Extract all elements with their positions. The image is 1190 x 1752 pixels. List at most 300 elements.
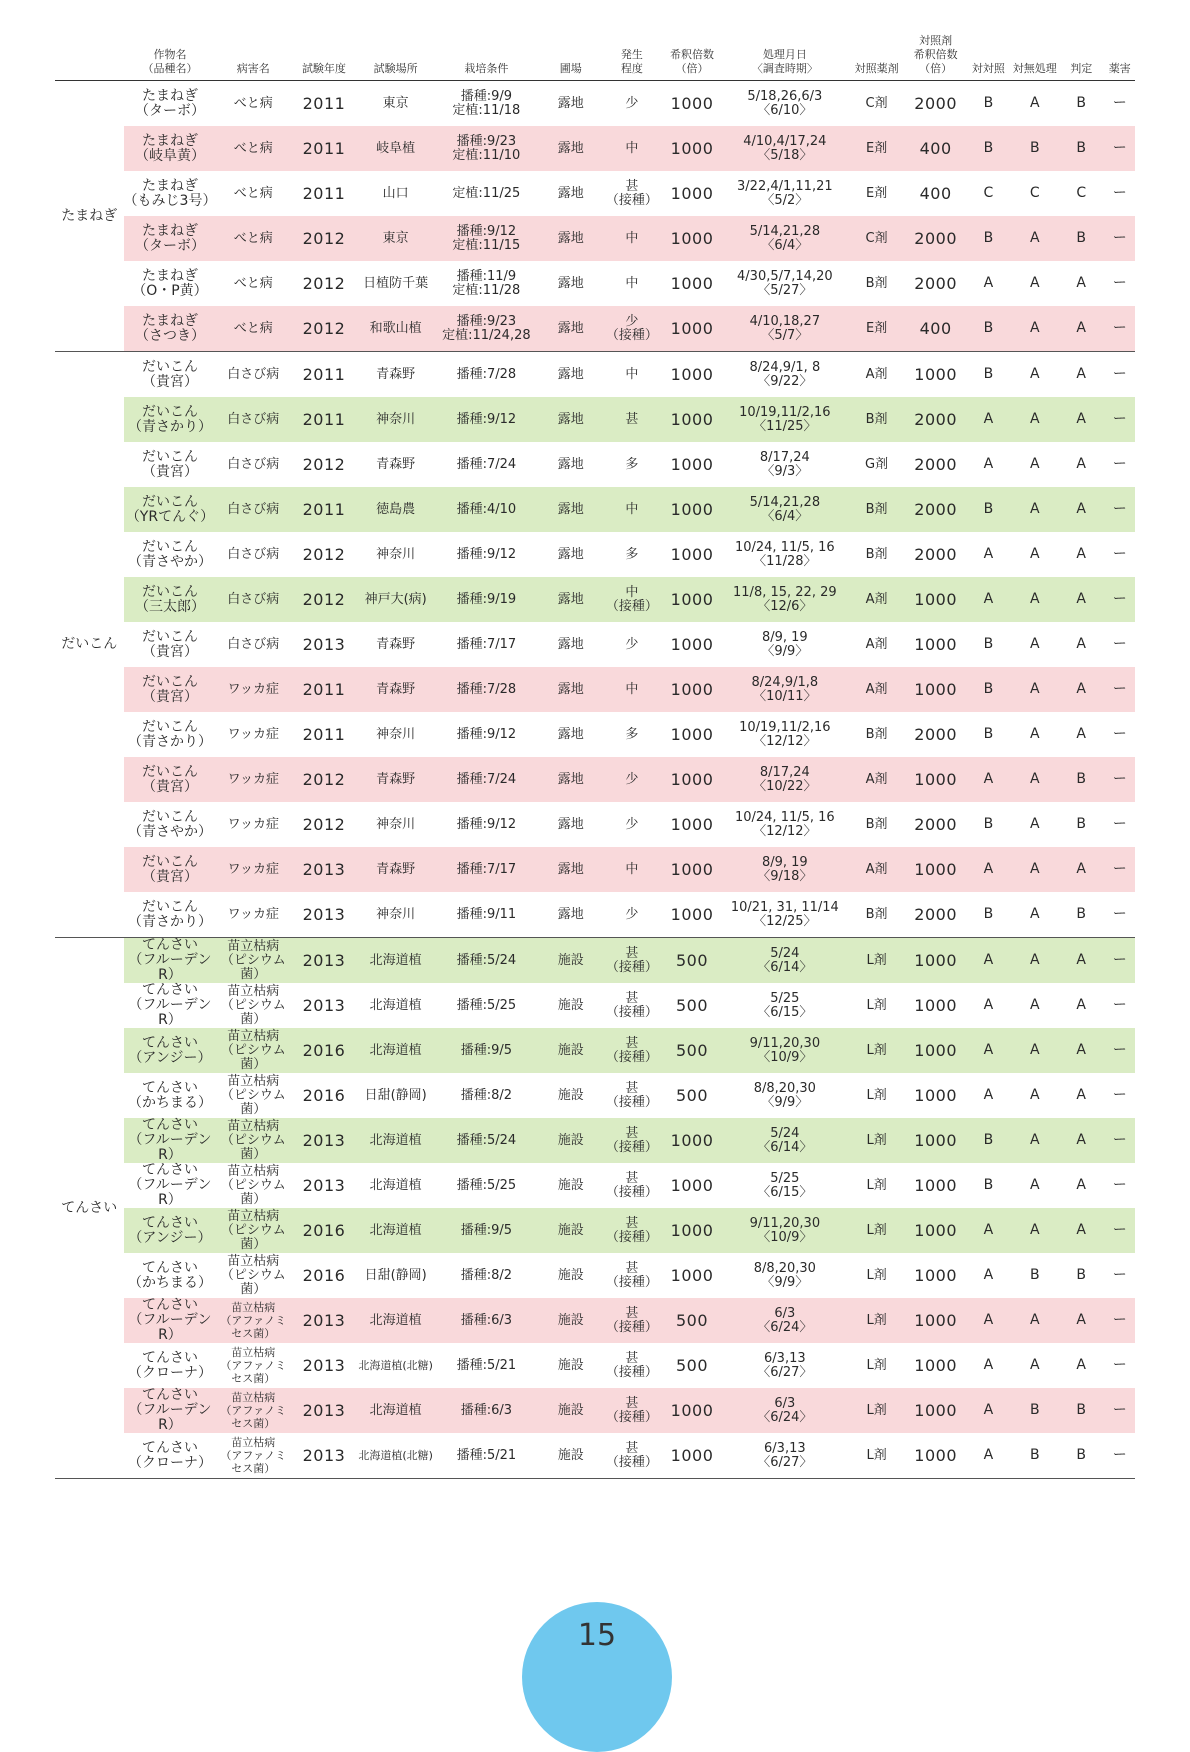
table-row	[55, 1388, 1135, 1433]
cell-dilution: 1000	[670, 274, 714, 293]
cell-treatment-date: 5/25 〈6/15〉	[757, 990, 813, 1020]
cell-control-dilution: 2000	[914, 94, 958, 113]
cell-treatment-date: 5/24 〈6/14〉	[723, 938, 847, 984]
cell-phytotoxicity: ー	[1112, 456, 1127, 472]
cell-field: 露地	[539, 306, 602, 352]
cell-vs-control: B	[965, 306, 1011, 352]
cell-vs-control: A	[965, 757, 1011, 802]
cell-field: 露地	[539, 847, 602, 892]
cell-crop-name: てんさい （フルーデンR）	[124, 1298, 217, 1343]
cell-field: 露地	[539, 667, 602, 712]
cell-dilution: 1000	[661, 757, 722, 802]
cell-cultivation: 播種:4/10	[434, 487, 539, 532]
cell-cultivation: 播種:7/24	[434, 757, 539, 802]
cell-dilution: 1000	[670, 1266, 714, 1285]
cell-phytotoxicity: ー	[1104, 757, 1135, 802]
cell-control-dilution: 1000	[914, 1086, 958, 1105]
cell-field: 露地	[557, 185, 584, 201]
cell-disease: 苗立枯病 （ピシウム菌）	[216, 1208, 290, 1253]
cell-crop-name: てんさい （かちまる）	[127, 1079, 212, 1111]
cell-judgement: A	[1058, 1118, 1104, 1163]
cell-control-dilution: 1000	[906, 1028, 965, 1073]
table-row	[55, 532, 1135, 577]
cell-severity: 甚 （接種）	[602, 1118, 661, 1163]
cell-field: 露地	[539, 126, 602, 171]
cell-phytotoxicity: ー	[1112, 185, 1127, 201]
cell-vs-untreated: B	[1029, 1267, 1040, 1283]
cell-phytotoxicity: ー	[1104, 126, 1135, 171]
cell-dilution: 1000	[661, 126, 722, 171]
header-field: 圃場	[559, 62, 582, 75]
cell-crop-name: てんさい （クローナ）	[127, 1439, 212, 1471]
cell-disease: 苗立枯病 （ピシウム菌）	[216, 1118, 290, 1163]
cell-crop-name: てんさい （アンジー）	[124, 1028, 217, 1073]
cell-field: 露地	[539, 757, 602, 802]
cell-field: 露地	[539, 577, 602, 622]
cell-year: 2012	[290, 577, 358, 622]
table-row	[55, 892, 1135, 938]
header-control-dilution: 対照剤 希釈倍数 （倍）	[913, 34, 958, 75]
cell-control-dilution: 1000	[906, 1208, 965, 1253]
cell-control-dilution: 400	[919, 184, 952, 203]
cell-vs-untreated: A	[1030, 906, 1040, 922]
table-row	[55, 1028, 1135, 1073]
cell-phytotoxicity: ー	[1104, 306, 1135, 352]
cell-vs-control: B	[983, 95, 994, 111]
cell-crop-name: だいこん （青さかり）	[127, 898, 212, 930]
cell-field: 露地	[539, 487, 602, 532]
cell-control-agent: L剤	[847, 1208, 906, 1253]
cell-judgement: A	[1076, 1357, 1086, 1373]
cell-treatment-date: 8/8,20,30 〈9/9〉	[753, 1080, 816, 1110]
cell-vs-control: B	[965, 126, 1011, 171]
cell-severity: 甚 （接種）	[605, 178, 658, 208]
cell-field: 露地	[539, 397, 602, 442]
cell-control-agent: L剤	[847, 1298, 906, 1343]
cell-vs-untreated: A	[1030, 1177, 1040, 1193]
cell-judgement: A	[1058, 577, 1104, 622]
cell-location: 山口	[382, 185, 409, 201]
header-judgement: 判定	[1070, 62, 1093, 75]
cell-year: 2011	[302, 94, 346, 113]
header-vs-untreated: 対無処理	[1012, 62, 1057, 75]
cell-treatment-date: 6/3,13 〈6/27〉	[757, 1350, 813, 1380]
table-row	[55, 216, 1135, 261]
header-cultivation: 栽培条件	[464, 62, 509, 75]
cell-vs-control: B	[983, 816, 994, 832]
cell-location: 神奈川	[376, 546, 416, 562]
cell-location: 青森野	[358, 667, 434, 712]
cell-cultivation: 播種:7/17	[434, 847, 539, 892]
cell-location: 北海道植	[358, 1118, 434, 1163]
cell-phytotoxicity: ー	[1104, 1388, 1135, 1433]
cell-vs-untreated: A	[1012, 757, 1058, 802]
header-severity: 発生 程度	[620, 48, 643, 75]
cell-control-agent: C剤	[847, 216, 906, 261]
table-row	[55, 1433, 1135, 1479]
cell-year: 2012	[302, 274, 346, 293]
cell-judgement: A	[1076, 1087, 1086, 1103]
cell-phytotoxicity: ー	[1104, 216, 1135, 261]
header-row	[55, 28, 1135, 81]
cell-disease: ワッカ症	[227, 906, 279, 922]
cell-vs-untreated: A	[1012, 1028, 1058, 1073]
cell-crop-name: てんさい （フルーデンR）	[124, 1118, 217, 1163]
cell-vs-untreated: A	[1012, 397, 1058, 442]
cell-cultivation: 播種:5/21	[456, 1447, 517, 1463]
cell-severity: 甚 （接種）	[605, 1440, 658, 1470]
cell-control-dilution: 400	[906, 306, 965, 352]
cell-disease: 白さび病	[216, 577, 290, 622]
cell-cultivation: 播種:9/9 定植:11/18	[452, 88, 521, 118]
cell-vs-control: B	[983, 1177, 994, 1193]
cell-year: 2011	[302, 365, 346, 384]
cell-severity: 少	[602, 757, 661, 802]
cell-dilution: 1000	[661, 397, 722, 442]
cell-cultivation: 播種:5/21	[456, 1357, 517, 1373]
header-location: 試験場所	[373, 62, 418, 75]
cell-treatment-date: 9/11,20,30 〈10/9〉	[723, 1028, 847, 1073]
cell-year: 2011	[290, 487, 358, 532]
cell-field: 露地	[557, 546, 584, 562]
cell-year: 2011	[290, 667, 358, 712]
cell-location: 神奈川	[376, 816, 416, 832]
cell-year: 2012	[302, 815, 346, 834]
cell-year: 2013	[290, 847, 358, 892]
cell-severity: 少	[625, 636, 639, 652]
cell-location: 岐阜植	[358, 126, 434, 171]
cell-control-agent: L剤	[866, 1357, 887, 1373]
cell-severity: 少	[625, 816, 639, 832]
cell-phytotoxicity: ー	[1112, 816, 1127, 832]
cell-control-dilution: 400	[906, 126, 965, 171]
cell-phytotoxicity: ー	[1104, 1118, 1135, 1163]
cell-control-agent: B剤	[865, 726, 888, 742]
cell-control-dilution: 1000	[906, 577, 965, 622]
cell-vs-untreated: A	[1030, 997, 1040, 1013]
cell-vs-untreated: B	[1029, 1447, 1040, 1463]
cell-vs-control: A	[983, 546, 994, 562]
cell-location: 青森野	[376, 366, 416, 382]
cell-vs-untreated: A	[1012, 487, 1058, 532]
cell-vs-untreated: A	[1030, 1357, 1040, 1373]
cell-severity: 甚 （接種）	[602, 938, 661, 984]
cell-control-agent: A剤	[865, 366, 888, 382]
cell-severity: 中	[625, 366, 639, 382]
cell-cultivation: 播種:8/2	[460, 1087, 513, 1103]
cell-phytotoxicity: ー	[1112, 1447, 1127, 1463]
cell-vs-control: B	[965, 487, 1011, 532]
cell-vs-control: B	[983, 906, 994, 922]
cell-judgement: A	[1058, 1298, 1104, 1343]
cell-cultivation: 播種:9/23 定植:11/24,28	[434, 306, 539, 352]
crop-group	[55, 938, 1135, 1479]
cell-dilution: 1000	[670, 635, 714, 654]
cell-judgement: B	[1058, 1388, 1104, 1433]
cell-crop-name: てんさい （フルーデンR）	[124, 1388, 217, 1433]
cell-control-agent: L剤	[866, 997, 887, 1013]
cell-dilution: 1000	[661, 1118, 722, 1163]
cell-crop-name: たまねぎ （O・P黄）	[132, 267, 208, 299]
cell-control-agent: B剤	[865, 816, 888, 832]
cell-crop-name: だいこん （YRてんぐ）	[124, 487, 217, 532]
cell-disease: ワッカ症	[216, 667, 290, 712]
cell-vs-control: B	[983, 726, 994, 742]
cell-dilution: 1000	[661, 1208, 722, 1253]
cell-location: 北海道植	[369, 1177, 422, 1193]
cell-crop-name: だいこん （貴宮）	[124, 847, 217, 892]
cell-field: 施設	[557, 1177, 584, 1193]
cell-control-agent: E剤	[847, 306, 906, 352]
cell-treatment-date: 11/8, 15, 22, 29 〈12/6〉	[723, 577, 847, 622]
cell-location: 和歌山植	[358, 306, 434, 352]
cell-cultivation: 播種:5/24	[434, 1118, 539, 1163]
cell-vs-untreated: A	[1030, 546, 1040, 562]
cell-disease: 白さび病	[227, 366, 280, 382]
cell-control-agent: L剤	[866, 1087, 887, 1103]
cell-dilution: 1000	[661, 306, 722, 352]
cell-control-agent: B剤	[865, 906, 888, 922]
crop-group-label: だいこん	[55, 352, 124, 938]
cell-field: 施設	[557, 1447, 584, 1463]
cell-control-agent: L剤	[847, 938, 906, 984]
table-row	[55, 1163, 1135, 1208]
cell-treatment-date: 10/21, 31, 11/14 〈12/25〉	[730, 899, 839, 929]
cell-vs-control: B	[983, 366, 994, 382]
cell-judgement: B	[1076, 1267, 1086, 1283]
cell-control-dilution: 2000	[906, 216, 965, 261]
cell-disease: 白さび病	[216, 487, 290, 532]
cell-vs-control: B	[965, 1118, 1011, 1163]
cell-phytotoxicity: ー	[1112, 636, 1127, 652]
table-row	[55, 1208, 1135, 1253]
cell-judgement: A	[1058, 938, 1104, 984]
trial-results-table	[55, 28, 1135, 1479]
cell-disease: 白さび病	[227, 546, 280, 562]
cell-dilution: 1000	[670, 94, 714, 113]
cell-vs-control: A	[965, 1298, 1011, 1343]
cell-vs-control: A	[983, 456, 994, 472]
table-row	[55, 306, 1135, 352]
cell-year: 2011	[290, 397, 358, 442]
cell-vs-untreated: A	[1012, 1208, 1058, 1253]
table-row	[55, 126, 1135, 171]
cell-crop-name: だいこん （青さやか）	[127, 538, 212, 570]
table-row	[55, 712, 1135, 757]
cell-field: 露地	[557, 456, 584, 472]
cell-treatment-date: 4/30,5/7,14,20 〈5/27〉	[737, 268, 833, 298]
page-number: 15	[577, 1618, 617, 1653]
cell-field: 施設	[539, 1208, 602, 1253]
cell-phytotoxicity: ー	[1112, 1177, 1127, 1193]
cell-judgement: B	[1058, 216, 1104, 261]
cell-cultivation: 播種:6/3	[434, 1388, 539, 1433]
cell-cultivation: 播種:9/12	[456, 726, 517, 742]
cell-phytotoxicity: ー	[1112, 1267, 1127, 1283]
cell-disease: 白さび病	[216, 397, 290, 442]
cell-judgement: A	[1058, 1208, 1104, 1253]
cell-cultivation: 播種:11/9 定植:11/28	[452, 268, 521, 298]
cell-control-agent: L剤	[866, 1447, 887, 1463]
cell-severity: 中	[602, 126, 661, 171]
cell-control-dilution: 1000	[906, 1298, 965, 1343]
cell-year: 2012	[290, 216, 358, 261]
cell-disease: 白さび病	[227, 636, 280, 652]
cell-treatment-date: 8/8,20,30 〈9/9〉	[753, 1260, 816, 1290]
cell-vs-control: A	[983, 997, 994, 1013]
cell-year: 2016	[302, 1266, 346, 1285]
cell-year: 2012	[290, 757, 358, 802]
cell-treatment-date: 8/24,9/1,8 〈10/11〉	[723, 667, 847, 712]
cell-severity: 甚 （接種）	[602, 1388, 661, 1433]
cell-year: 2013	[302, 1356, 346, 1375]
cell-control-dilution: 2000	[914, 455, 958, 474]
cell-vs-control: A	[965, 847, 1011, 892]
cell-treatment-date: 10/19,11/2,16 〈11/25〉	[723, 397, 847, 442]
cell-phytotoxicity: ー	[1104, 487, 1135, 532]
header-year: 試験年度	[301, 62, 346, 75]
cell-vs-untreated: A	[1030, 95, 1040, 111]
cell-location: 東京	[382, 95, 409, 111]
cell-vs-untreated: A	[1030, 636, 1040, 652]
cell-dilution: 500	[676, 1356, 709, 1375]
cell-field: 露地	[557, 906, 584, 922]
cell-treatment-date: 10/24, 11/5, 16 〈12/12〉	[734, 809, 835, 839]
cell-disease: 苗立枯病 （ピシウム菌）	[220, 1163, 286, 1207]
cell-treatment-date: 4/10,18,27 〈5/7〉	[723, 306, 847, 352]
cell-field: 施設	[539, 1028, 602, 1073]
cell-dilution: 1000	[670, 184, 714, 203]
cell-severity: 中	[625, 275, 639, 291]
cell-control-dilution: 1000	[914, 996, 958, 1015]
cell-phytotoxicity: ー	[1112, 1357, 1127, 1373]
cell-location: 青森野	[376, 456, 416, 472]
cell-vs-untreated: A	[1030, 1087, 1040, 1103]
cell-cultivation: 播種:7/17	[456, 636, 517, 652]
cell-location: 神奈川	[376, 906, 416, 922]
cell-severity: 甚	[602, 397, 661, 442]
cell-dilution: 1000	[670, 365, 714, 384]
cell-disease: 苗立枯病 （アファノミセス菌）	[220, 1346, 287, 1385]
cell-year: 2016	[302, 1086, 346, 1105]
cell-treatment-date: 8/17,24 〈10/22〉	[723, 757, 847, 802]
cell-severity: 中	[602, 847, 661, 892]
cell-phytotoxicity: ー	[1112, 726, 1127, 742]
header-dilution: 希釈倍数 （倍）	[670, 48, 715, 75]
cell-judgement: A	[1058, 847, 1104, 892]
cell-vs-untreated: A	[1012, 847, 1058, 892]
cell-treatment-date: 4/10,4/17,24 〈5/18〉	[723, 126, 847, 171]
cell-cultivation: 播種:7/28	[434, 667, 539, 712]
cell-cultivation: 播種:9/23 定植:11/10	[434, 126, 539, 171]
cell-control-dilution: 2000	[914, 815, 958, 834]
cell-crop-name: たまねぎ （もみじ3号）	[123, 177, 217, 209]
cell-location: 神戸大(病)	[358, 577, 434, 622]
cell-treatment-date: 8/9, 19 〈9/9〉	[761, 629, 809, 659]
cell-severity: 甚 （接種）	[605, 1350, 658, 1380]
cell-year: 2013	[290, 1298, 358, 1343]
cell-dilution: 1000	[670, 455, 714, 474]
crop-group	[55, 352, 1135, 938]
cell-vs-control: A	[983, 1267, 994, 1283]
cell-disease: 苗立枯病 （ピシウム菌）	[216, 938, 290, 984]
cell-vs-control: B	[983, 636, 994, 652]
cell-year: 2013	[302, 996, 346, 1015]
cell-dilution: 500	[676, 1086, 709, 1105]
cell-control-dilution: 2000	[906, 397, 965, 442]
cell-vs-untreated: A	[1012, 216, 1058, 261]
cell-crop-name: てんさい （かちまる）	[127, 1259, 212, 1291]
table-row	[55, 1118, 1135, 1163]
cell-control-agent: A剤	[865, 636, 888, 652]
cell-severity: 甚 （接種）	[602, 1028, 661, 1073]
cell-crop-name: だいこん （貴宮）	[141, 358, 198, 390]
cell-treatment-date: 3/22,4/1,11,21 〈5/2〉	[737, 178, 833, 208]
cell-control-agent: C剤	[865, 95, 888, 111]
cell-cultivation: 播種:9/19	[434, 577, 539, 622]
cell-disease: ワッカ症	[227, 816, 279, 832]
cell-cultivation: 播種:6/3	[434, 1298, 539, 1343]
cell-dilution: 500	[661, 1298, 722, 1343]
cell-treatment-date: 8/24,9/1, 8 〈9/22〉	[749, 359, 821, 389]
cell-judgement: A	[1076, 456, 1086, 472]
cell-location: 青森野	[358, 847, 434, 892]
cell-control-agent: B剤	[847, 487, 906, 532]
table-row	[55, 171, 1135, 216]
cell-vs-control: C	[983, 185, 994, 201]
cell-location: 北海道植	[358, 1028, 434, 1073]
cell-vs-control: A	[965, 577, 1011, 622]
cell-dilution: 1000	[670, 905, 714, 924]
cell-field: 施設	[557, 1087, 584, 1103]
cell-severity: 中	[602, 667, 661, 712]
cell-treatment-date: 10/24, 11/5, 16 〈11/28〉	[734, 539, 835, 569]
cell-cultivation: 播種:9/12	[456, 546, 517, 562]
cell-severity: 多	[625, 726, 639, 742]
header-crop-group	[55, 28, 124, 81]
cell-severity: 甚 （接種）	[605, 990, 658, 1020]
cell-control-dilution: 2000	[914, 725, 958, 744]
cell-treatment-date: 8/17,24 〈9/3〉	[759, 449, 810, 479]
cell-control-dilution: 1000	[914, 1176, 958, 1195]
cell-vs-control: B	[965, 216, 1011, 261]
cell-judgement: B	[1076, 95, 1086, 111]
cell-vs-untreated: A	[1012, 577, 1058, 622]
cell-vs-control: A	[965, 1208, 1011, 1253]
cell-severity: 中	[602, 216, 661, 261]
table-row	[55, 622, 1135, 667]
cell-crop-name: だいこん （貴宮）	[124, 757, 217, 802]
cell-disease: 苗立枯病 （ピシウム菌）	[216, 1028, 290, 1073]
cell-treatment-date: 10/19,11/2,16 〈12/12〉	[739, 719, 831, 749]
cell-disease: べと病	[233, 275, 273, 291]
cell-control-agent: E剤	[847, 126, 906, 171]
cell-severity: 少 （接種）	[602, 306, 661, 352]
cell-vs-untreated: A	[1012, 938, 1058, 984]
cell-disease: べと病	[216, 216, 290, 261]
cell-control-agent: A剤	[847, 667, 906, 712]
cell-treatment-date: 6/3 〈6/24〉	[723, 1388, 847, 1433]
cell-disease: ワッカ症	[216, 757, 290, 802]
cell-phytotoxicity: ー	[1112, 95, 1127, 111]
cell-treatment-date: 9/11,20,30 〈10/9〉	[723, 1208, 847, 1253]
cell-control-dilution: 1000	[914, 365, 958, 384]
cell-judgement: A	[1076, 1177, 1086, 1193]
cell-control-agent: A剤	[847, 577, 906, 622]
cell-location: 日甜(静岡)	[364, 1087, 427, 1103]
cell-disease: 苗立枯病 （アファノミセス菌）	[216, 1388, 290, 1433]
header-phytotoxicity: 薬害	[1108, 62, 1131, 75]
